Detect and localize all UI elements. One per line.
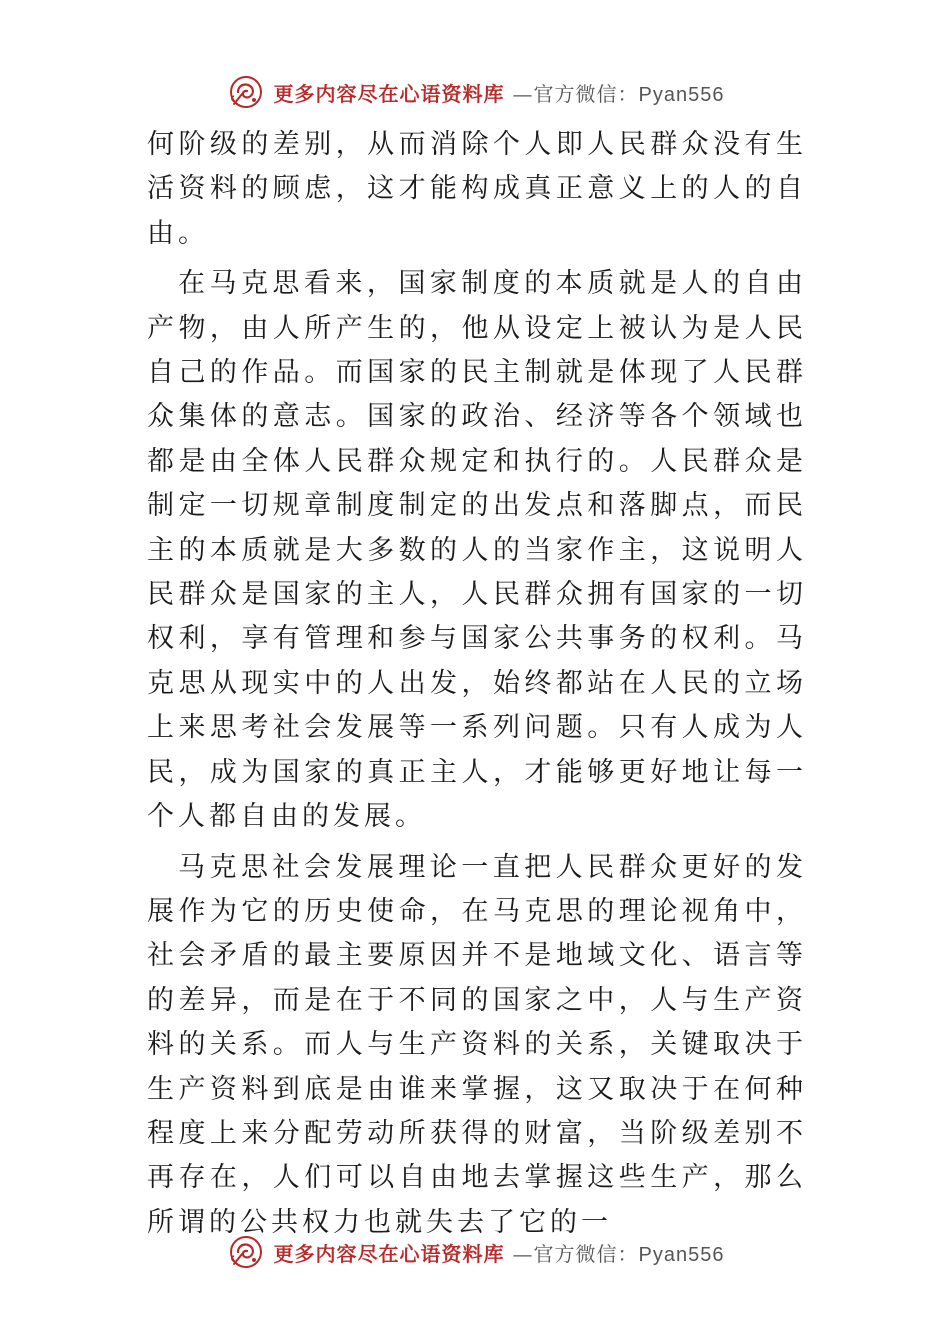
banner-site-text: 更多内容尽在心语资料库 — [273, 81, 505, 106]
paragraph-state-system: 在马克思看来，国家制度的本质就是人的自由产物，由人所产生的，他从设定上被认为是人民自己的作品。而国家的民主制就是体现了人民群众集体的意志。国家的政治、经济等各个领域也都是由全体人民群众规定和执行的。人民群众是制定一切规章制度制定的出发点和落脚点，而民主的本质就是大多数的人的当家作主，这说明人民群众是国家的主人，人民群众拥有国家的一切权利，享有管理和参与国家公共事务的权利。马克思从现实中的人出发，始终都站在人民的立场上来思考社会发展等一系列问题。只有人成为人民，成为国家的真正主人，才能够更好地让每一个人都自由的发展。 — [147, 268, 807, 833]
footer-banner — [0, 1230, 950, 1274]
footer-site-text: 更多内容尽在心语资料库 — [273, 1241, 505, 1266]
footer-wechat-prefix: —官方微信： — [512, 1241, 639, 1266]
paragraph-social-development: 马克思社会发展理论一直把人民群众更好的发展作为它的历史使命，在马克思的理论视角中，社会矛盾的最主要原因并不是地域文化、语言等的差异，而是在于不同的国家之中，人与生产资料的关系。而人与生产资料的关系，关键取决于生产资料到底是由谁来掌握，这又取决于在何种程度上来分配劳动所获得的财富，当阶级差别不再存在，人们可以自由地去掌握这些生产，那么所谓的公共权力也就失去了它的一 — [147, 851, 807, 1238]
paragraph-continuation: 何阶级的差别，从而消除个人即人民群众没有生活资料的顾虑，这才能构成真正意义上的人的自由。 — [147, 129, 807, 249]
rose-logo-icon — [226, 72, 266, 112]
banner-wechat-prefix: —官方微信： — [512, 81, 639, 106]
banner-wechat-label — [513, 78, 725, 107]
document-body — [147, 123, 807, 1251]
banner-wechat-handle: Pyan556 — [638, 83, 725, 106]
header-banner — [0, 70, 950, 114]
footer-wechat-label — [513, 1238, 725, 1267]
rose-logo-icon — [226, 1232, 266, 1272]
footer-wechat-handle: Pyan556 — [638, 1243, 725, 1266]
